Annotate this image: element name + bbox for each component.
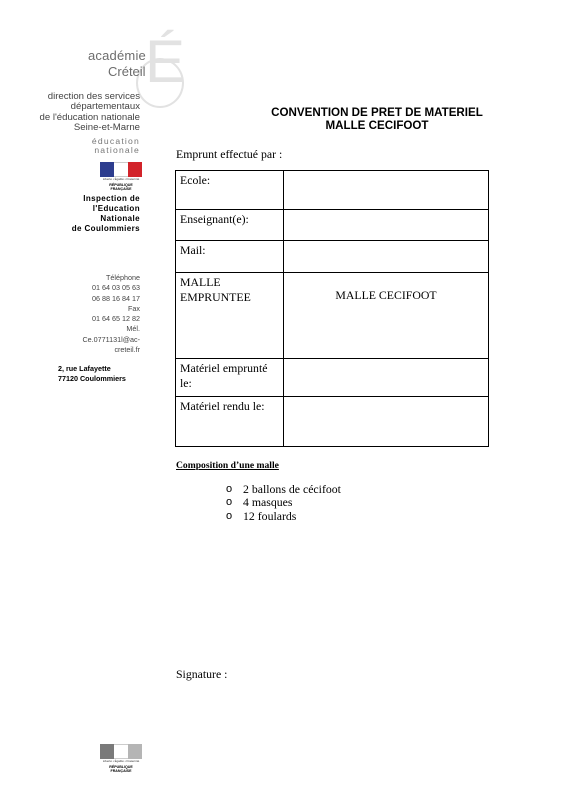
- republique-logo: [100, 162, 142, 190]
- enseignant-field[interactable]: [284, 210, 489, 241]
- education-line: éducation: [91, 136, 140, 146]
- services-line: de l'éducation nationale: [39, 111, 140, 123]
- bullet-icon: o: [226, 483, 233, 495]
- bullet-icon: o: [226, 496, 233, 509]
- contact-line: creteil.fr: [114, 345, 140, 355]
- mail-label: Mail:: [176, 241, 284, 273]
- emprunt-label: Emprunt effectué par :: [176, 147, 283, 161]
- table-row: [176, 273, 489, 359]
- malle-label-line: EMPRUNTEE: [180, 290, 251, 304]
- contact-line: Ce.0771131l@ac-: [82, 334, 140, 344]
- malle-label-line: MALLE: [180, 275, 221, 289]
- services-line: départementaux: [70, 101, 140, 113]
- services-block: [0, 92, 140, 134]
- inspection-line: l'Education: [92, 204, 140, 213]
- rendu-le-field[interactable]: [284, 397, 489, 447]
- rf-label: RÉPUBLIQUE FRANÇAISE: [109, 765, 133, 773]
- rendu-le-label: Matériel rendu le:: [176, 397, 284, 447]
- address-line: 2, rue Lafayette: [58, 364, 111, 373]
- bullet-icon: o: [226, 509, 233, 522]
- inspection-line: Inspection de: [83, 194, 140, 203]
- logo-academie-text: académie: [88, 48, 146, 63]
- ecole-field[interactable]: [284, 171, 489, 210]
- loan-form-table: [175, 170, 489, 447]
- contact-line: Fax: [128, 303, 140, 313]
- services-line: Seine-et-Marne: [73, 122, 140, 134]
- education-nationale-mark: [92, 137, 140, 156]
- emprunte-le-label: Matériel emprunté le:: [176, 359, 284, 397]
- address-block: [58, 364, 158, 385]
- services-line: direction des services: [47, 91, 140, 102]
- enseignant-label: Enseignant(e):: [176, 210, 284, 241]
- inspection-block: [0, 194, 140, 234]
- composition-list: [226, 483, 341, 523]
- table-row: [176, 359, 489, 397]
- inspection-line: Nationale: [100, 214, 140, 223]
- academie-logo: [56, 28, 186, 98]
- contact-line: Mél.: [126, 324, 140, 334]
- rf-motto: Liberté • Égalité • Fraternité: [102, 177, 140, 181]
- tricolor-flag-icon: [100, 744, 142, 759]
- title-line-1: CONVENTION DE PRET DE MATERIEL: [271, 106, 483, 119]
- contact-line: 01 64 03 05 63: [92, 283, 140, 293]
- contact-block: [0, 273, 140, 355]
- table-row: [176, 241, 489, 273]
- sidebar: [0, 0, 186, 800]
- rf-label: RÉPUBLIQUE FRANÇAISE: [109, 183, 133, 191]
- emprunte-le-field[interactable]: [284, 359, 489, 397]
- list-item-text: 12 foulards: [243, 508, 297, 523]
- tricolor-flag-icon: [100, 162, 142, 177]
- mail-field[interactable]: [284, 241, 489, 273]
- malle-label: [176, 273, 284, 359]
- address-line: 77120 Coulommiers: [58, 374, 126, 384]
- rf-motto: Liberté • Égalité • Fraternité: [102, 759, 140, 763]
- ecole-label: Ecole:: [176, 171, 284, 210]
- inspection-line: de Coulommiers: [71, 224, 140, 233]
- contact-line: Téléphone: [106, 273, 140, 282]
- list-item: [226, 483, 341, 496]
- republique-logo-footer: [100, 744, 142, 772]
- document-title: [175, 106, 566, 133]
- list-item-text: 4 masques: [243, 495, 293, 510]
- malle-value: MALLE CECIFOOT: [284, 273, 489, 359]
- education-line: nationale: [94, 145, 140, 156]
- logo-e-glyph: É: [145, 28, 186, 95]
- list-item-text: 2 ballons de cécifoot: [243, 482, 341, 496]
- list-item: [226, 510, 341, 523]
- table-row: [176, 210, 489, 241]
- table-row: [176, 171, 489, 210]
- contact-line: 06 88 16 84 17: [92, 293, 140, 303]
- list-item: [226, 496, 341, 509]
- table-row: [176, 397, 489, 447]
- title-line-2: MALLE CECIFOOT: [325, 119, 429, 133]
- contact-line: 01 64 65 12 82: [92, 314, 140, 324]
- composition-heading: Composition d’une malle: [176, 460, 279, 471]
- signature-label: Signature :: [176, 667, 228, 681]
- logo-creteil-text: Créteil: [108, 64, 146, 79]
